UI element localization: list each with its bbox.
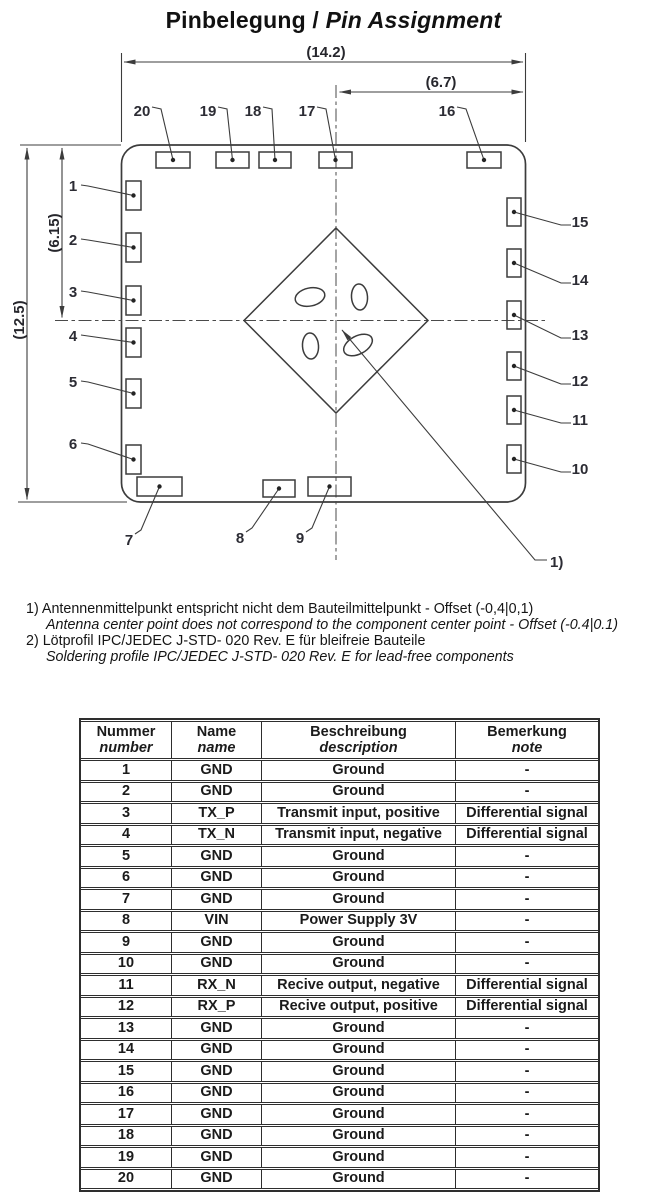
pins-group <box>69 103 589 549</box>
pad-dot <box>512 210 516 214</box>
antenna-slot-bottom-left <box>302 332 320 359</box>
note-ref-label: 1) <box>550 554 564 571</box>
page-title-en: Pin Assignment <box>325 7 502 33</box>
pin-description-cell: Ground <box>262 782 456 803</box>
pin-number-label: 19 <box>199 103 217 120</box>
pin-description-cell: Transmit input, negative <box>262 825 456 846</box>
pin-description-cell: Ground <box>262 954 456 975</box>
table-row <box>81 911 598 932</box>
pin-number-label: 6 <box>68 436 78 453</box>
table-row <box>81 889 598 910</box>
pin-note-cell: - <box>456 868 598 889</box>
pin-number-cell: 14 <box>81 1040 172 1061</box>
table-header <box>81 721 598 759</box>
pin-description-cell: Ground <box>262 1040 456 1061</box>
antenna-slot-top-left <box>293 285 326 309</box>
pin-number-cell: 20 <box>81 1169 172 1190</box>
pad-dot <box>171 158 175 162</box>
column-header <box>456 721 598 759</box>
pin-number-label: 2 <box>68 232 78 249</box>
pin-number-label: 4 <box>68 328 78 345</box>
pad-dot <box>327 484 331 488</box>
page-title-de: Pinbelegung / <box>165 7 320 33</box>
pin-note-cell: - <box>456 1169 598 1190</box>
pad-dot <box>131 245 135 249</box>
pin-number-label: 12 <box>571 373 589 390</box>
pin-leader <box>514 212 571 225</box>
footnotes <box>26 602 646 666</box>
column-header-en: description <box>319 740 398 756</box>
pin-number-cell: 16 <box>81 1083 172 1104</box>
pin-number-label: 11 <box>572 412 588 429</box>
pin-description-cell: Ground <box>262 1147 456 1168</box>
table-row <box>81 782 598 803</box>
pin-description-cell: Ground <box>262 846 456 867</box>
pin-name-cell: TX_N <box>172 825 262 846</box>
pad-dot <box>512 408 516 412</box>
pin-name-cell: VIN <box>172 911 262 932</box>
pin-leader <box>514 366 571 384</box>
table-body <box>81 760 598 1189</box>
dim-upper-height-label: (6.15) <box>46 213 63 253</box>
table-row <box>81 1040 598 1061</box>
pad-dot <box>512 261 516 265</box>
pin-description-cell: Ground <box>262 1061 456 1082</box>
footnote-2-de: 2) Lötprofil IPC/JEDEC J-STD- 020 Rev. E für bleifreie Bauteile <box>26 632 426 649</box>
column-header-de: Nummer <box>96 723 156 740</box>
pin-number-label: 14 <box>571 272 589 289</box>
pin-number-cell: 12 <box>81 997 172 1018</box>
table-row <box>81 760 598 781</box>
pin-note-cell: - <box>456 1040 598 1061</box>
table-row <box>81 954 598 975</box>
pin-number-label: 7 <box>124 532 134 549</box>
pad-dot <box>230 158 234 162</box>
pin-number-cell: 7 <box>81 889 172 910</box>
table-row <box>81 932 598 953</box>
pin-description-cell: Recive output, positive <box>262 997 456 1018</box>
pin-name-cell: GND <box>172 1126 262 1147</box>
pad-dot <box>482 158 486 162</box>
dim-right-width-label: (6.7) <box>425 74 457 91</box>
pin-number-cell: 8 <box>81 911 172 932</box>
table-row <box>81 997 598 1018</box>
pin-number-label: 8 <box>235 530 245 547</box>
pad-dot <box>157 484 161 488</box>
pin-description-cell: Ground <box>262 1083 456 1104</box>
pin-number-label: 10 <box>571 461 589 478</box>
column-header-de: Beschreibung <box>310 723 407 740</box>
table-header-row <box>81 721 598 759</box>
pin-name-cell: GND <box>172 1018 262 1039</box>
pad-dot <box>131 298 135 302</box>
pin-number-label: 9 <box>295 530 305 547</box>
pin-number-cell: 4 <box>81 825 172 846</box>
table-row <box>81 1018 598 1039</box>
pin-description-cell: Ground <box>262 760 456 781</box>
table-row <box>81 1169 598 1190</box>
pin-name-cell: GND <box>172 782 262 803</box>
pin-name-cell: RX_P <box>172 997 262 1018</box>
pad-dot <box>131 340 135 344</box>
table-row <box>81 1126 598 1147</box>
pin-number-label: 1 <box>68 178 78 195</box>
pin-number-label: 20 <box>133 103 151 120</box>
column-header-en: number <box>99 740 153 756</box>
pin-number-cell: 3 <box>81 803 172 824</box>
table-row <box>81 868 598 889</box>
table-row <box>81 846 598 867</box>
table-row <box>81 1104 598 1125</box>
pin-note-cell: - <box>456 889 598 910</box>
pin-name-cell: GND <box>172 846 262 867</box>
column-header-de: Name <box>196 723 237 740</box>
pin-name-cell: GND <box>172 1169 262 1190</box>
column-header <box>262 721 456 759</box>
pad-dot <box>512 313 516 317</box>
pin-description-cell: Ground <box>262 868 456 889</box>
pin-note-cell: Differential signal <box>456 975 598 996</box>
antenna-slot-top-right <box>351 283 369 310</box>
pin-assignment-table <box>79 718 600 1192</box>
dim-overall-height-label: (12.5) <box>11 300 28 340</box>
pin-number-cell: 2 <box>81 782 172 803</box>
pin-description-cell: Recive output, negative <box>262 975 456 996</box>
table-row <box>81 975 598 996</box>
column-header-en: note <box>511 740 543 756</box>
pad-dot <box>273 158 277 162</box>
pad-dot <box>131 193 135 197</box>
pin-note-cell: - <box>456 911 598 932</box>
pin-note-cell: Differential signal <box>456 803 598 824</box>
pad-dot <box>277 486 281 490</box>
pad-dot <box>512 364 516 368</box>
pin-number-cell: 5 <box>81 846 172 867</box>
pad-dot <box>333 158 337 162</box>
table-row <box>81 1061 598 1082</box>
table-row <box>81 1083 598 1104</box>
pin-leader <box>514 459 571 472</box>
pin-note-cell: - <box>456 932 598 953</box>
pin-name-cell: TX_P <box>172 803 262 824</box>
component-body <box>122 145 526 502</box>
pin-number-cell: 15 <box>81 1061 172 1082</box>
pin-note-cell: Differential signal <box>456 825 598 846</box>
column-header <box>172 721 262 759</box>
table-row <box>81 825 598 846</box>
pad-dot <box>131 457 135 461</box>
table-row <box>81 803 598 824</box>
pin-number-cell: 9 <box>81 932 172 953</box>
pin-description-cell: Power Supply 3V <box>262 911 456 932</box>
pin-name-cell: GND <box>172 1083 262 1104</box>
pin-note-cell: - <box>456 1083 598 1104</box>
pin-number-cell: 17 <box>81 1104 172 1125</box>
pin-description-cell: Ground <box>262 1018 456 1039</box>
footnote-1-marker: 1) <box>26 601 39 617</box>
pin-description-cell: Ground <box>262 1104 456 1125</box>
pin-name-cell: GND <box>172 760 262 781</box>
pin-number-label: 17 <box>298 103 316 120</box>
pin-note-cell: Differential signal <box>456 997 598 1018</box>
column-header <box>81 721 172 759</box>
pin-note-cell: - <box>456 1018 598 1039</box>
pin-number-label: 3 <box>68 284 78 301</box>
pin-note-cell: - <box>456 1147 598 1168</box>
pin-number-label: 18 <box>244 103 262 120</box>
pin-assignment-diagram <box>0 40 667 580</box>
pin-description-cell: Ground <box>262 932 456 953</box>
pin-number-cell: 18 <box>81 1126 172 1147</box>
pin-note-cell: - <box>456 1104 598 1125</box>
column-header-en: name <box>197 740 236 756</box>
pin-leader <box>135 487 160 535</box>
pin-name-cell: GND <box>172 889 262 910</box>
pin-note-cell: - <box>456 954 598 975</box>
pin-name-cell: RX_N <box>172 975 262 996</box>
footnote-1-de: 1) Antennenmittelpunkt entspricht nicht dem Bauteilmittelpunkt - Offset (-0,4|0,1) <box>26 601 534 617</box>
pin-name-cell: GND <box>172 1061 262 1082</box>
pad-dot <box>512 457 516 461</box>
pin-note-cell: - <box>456 846 598 867</box>
pin-description-cell: Ground <box>262 1126 456 1147</box>
pad-dot <box>131 391 135 395</box>
footnote-1-en: Antenna center point does not correspond to the component center point - Offset (-0.4|0.1) <box>46 616 618 633</box>
pin-note-cell: - <box>456 1126 598 1147</box>
footnote-2-marker: 2) <box>26 632 39 649</box>
pin-number-label: 15 <box>571 214 589 231</box>
pin-leader <box>514 315 571 338</box>
pin-description-cell: Ground <box>262 1169 456 1190</box>
pin-number-cell: 11 <box>81 975 172 996</box>
pin-number-cell: 6 <box>81 868 172 889</box>
pin-number-cell: 13 <box>81 1018 172 1039</box>
dim-overall-width-label: (14.2) <box>306 44 346 61</box>
pin-leader <box>514 263 571 283</box>
pin-description-cell: Transmit input, positive <box>262 803 456 824</box>
table-row <box>81 1147 598 1168</box>
pin-note-cell: - <box>456 1061 598 1082</box>
pin-number-label: 13 <box>571 327 589 344</box>
pin-name-cell: GND <box>172 868 262 889</box>
pin-note-cell: - <box>456 782 598 803</box>
pin-number-cell: 19 <box>81 1147 172 1168</box>
pin-number-label: 5 <box>68 374 78 391</box>
pin-description-cell: Ground <box>262 889 456 910</box>
pin-leader <box>306 487 330 533</box>
footnote-2-en: Soldering profile IPC/JEDEC J-STD- 020 Rev. E for lead-free components <box>46 648 514 665</box>
pin-name-cell: GND <box>172 932 262 953</box>
pin-leader <box>514 410 571 423</box>
pin-name-cell: GND <box>172 1104 262 1125</box>
pin-number-cell: 1 <box>81 760 172 781</box>
pin-name-cell: GND <box>172 954 262 975</box>
pin-number-label: 16 <box>438 103 456 120</box>
pin-note-cell: - <box>456 760 598 781</box>
pin-name-cell: GND <box>172 1040 262 1061</box>
pin-name-cell: GND <box>172 1147 262 1168</box>
column-header-de: Bemerkung <box>487 723 567 740</box>
page-title <box>0 7 667 34</box>
pin-number-cell: 10 <box>81 954 172 975</box>
